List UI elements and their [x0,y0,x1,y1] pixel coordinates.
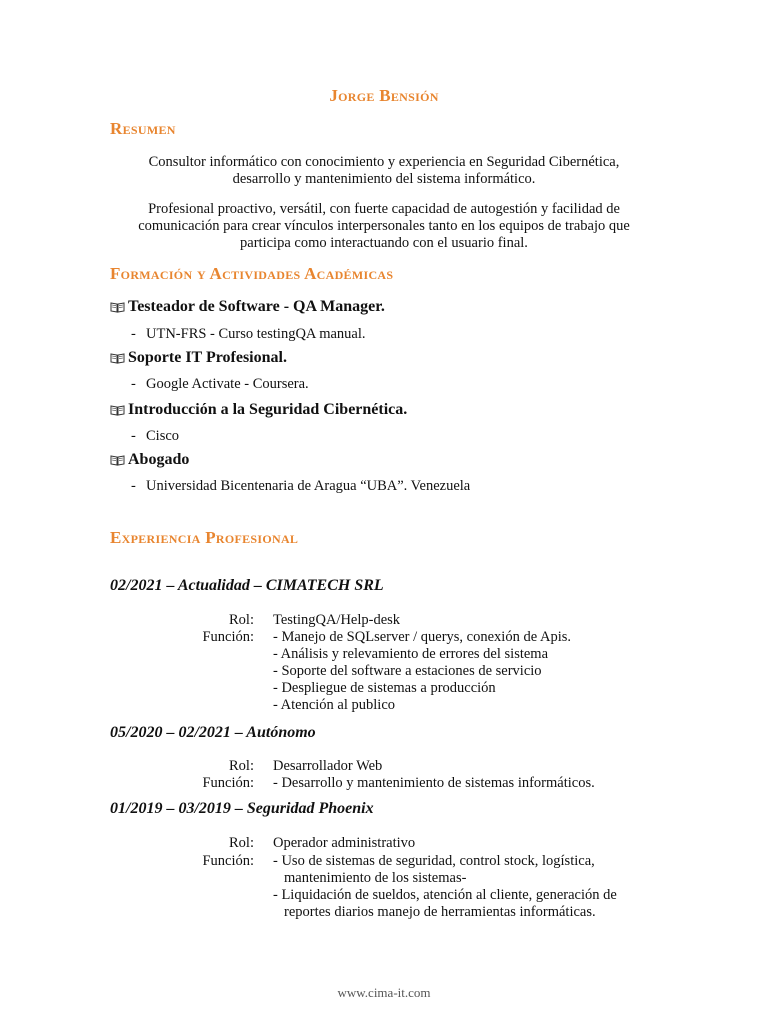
funcion-list [273,853,653,921]
funcion-item-continued: reportes diarios manejo de herramientas informáticas. [284,904,596,920]
rol-label: Rol: [229,835,254,851]
course-title: Introducción a la Seguridad Cibernética. [128,401,408,418]
funcion-item-continued: mantenimiento de los sistemas- [284,870,467,886]
course-detail: - Universidad Bicentenaria de Aragua “UBA”. Venezuela [131,478,471,494]
job-header: 05/2020 – 02/2021 – Autónomo [110,724,316,741]
course-detail: - Google Activate - Coursera. [131,376,309,392]
course-item [110,349,287,367]
resumen-paragraph-1 [100,154,668,188]
funcion-item: - Desarrollo y mantenimiento de sistemas informáticos. [273,775,595,791]
footer-website[interactable]: www.cima-it.com [337,985,431,1000]
course-detail: - UTN-FRS - Curso testingQA manual. [131,326,366,342]
resumen-p2-line: Profesional proactivo, versátil, con fuerte capacidad de autogestión y facilidad de [148,201,620,217]
job-header: 01/2019 – 03/2019 – Seguridad Phoenix [110,800,374,817]
rol-label: Rol: [229,758,254,774]
course-item [110,451,189,469]
section-title-resumen: Resumen [110,119,176,138]
course-title: Abogado [128,451,190,468]
candidate-name: Jorge Bensión [329,86,439,105]
rol-value: Operador administrativo [273,835,416,851]
open-book-icon [110,301,125,313]
resumen-p2-line: participa como interactuando con el usuario final. [240,235,528,251]
funcion-label: Función: [202,853,254,869]
open-book-icon [110,454,125,466]
funcion-label: Función: [202,629,254,645]
funcion-item: - Manejo de SQLserver / querys, conexión de Apis. [273,629,571,645]
rol-value: TestingQA/Help-desk [273,612,401,628]
funcion-label: Función: [202,775,254,791]
resumen-p1-line: Consultor informático con conocimiento y experiencia en Seguridad Cibernética, [148,154,620,170]
funcion-item: - Liquidación de sueldos, atención al cliente, generación de [273,887,617,903]
funcion-item: - Atención al publico [273,697,396,713]
open-book-icon [110,352,125,364]
funcion-item: - Despliegue de sistemas a producción [273,680,496,696]
funcion-list [273,629,653,714]
resumen-p2-line: comunicación para crear vínculos interpersonales tanto en los equipos de trabajo que [138,218,630,234]
course-item [110,298,385,316]
section-title-formacion: Formación y Actividades Académicas [110,264,394,283]
course-item [110,401,407,419]
course-detail-text: Google Activate - Coursera. [146,376,309,392]
resumen-paragraph-2 [100,201,668,252]
rol-value: Desarrollador Web [273,758,383,774]
job-header: 02/2021 – Actualidad – CIMATECH SRL [110,577,384,594]
open-book-icon [110,404,125,416]
funcion-item: - Análisis y relevamiento de errores del sistema [273,646,549,662]
funcion-list [273,775,653,792]
section-title-experiencia: Experiencia Profesional [110,528,299,547]
funcion-item: - Uso de sistemas de seguridad, control stock, logística, [273,853,595,869]
course-detail-text: Cisco [146,428,180,444]
course-title: Soporte IT Profesional. [128,349,287,366]
course-detail-text: UTN-FRS - Curso testingQA manual. [146,326,366,342]
funcion-item: - Soporte del software a estaciones de servicio [273,663,542,679]
course-title: Testeador de Software - QA Manager. [128,298,385,315]
course-detail-text: Universidad Bicentenaria de Aragua “UBA”. Venezuela [146,478,471,494]
course-detail: - Cisco [131,428,180,444]
resumen-p1-line: desarrollo y mantenimiento del sistema informático. [232,171,536,187]
rol-label: Rol: [229,612,254,628]
